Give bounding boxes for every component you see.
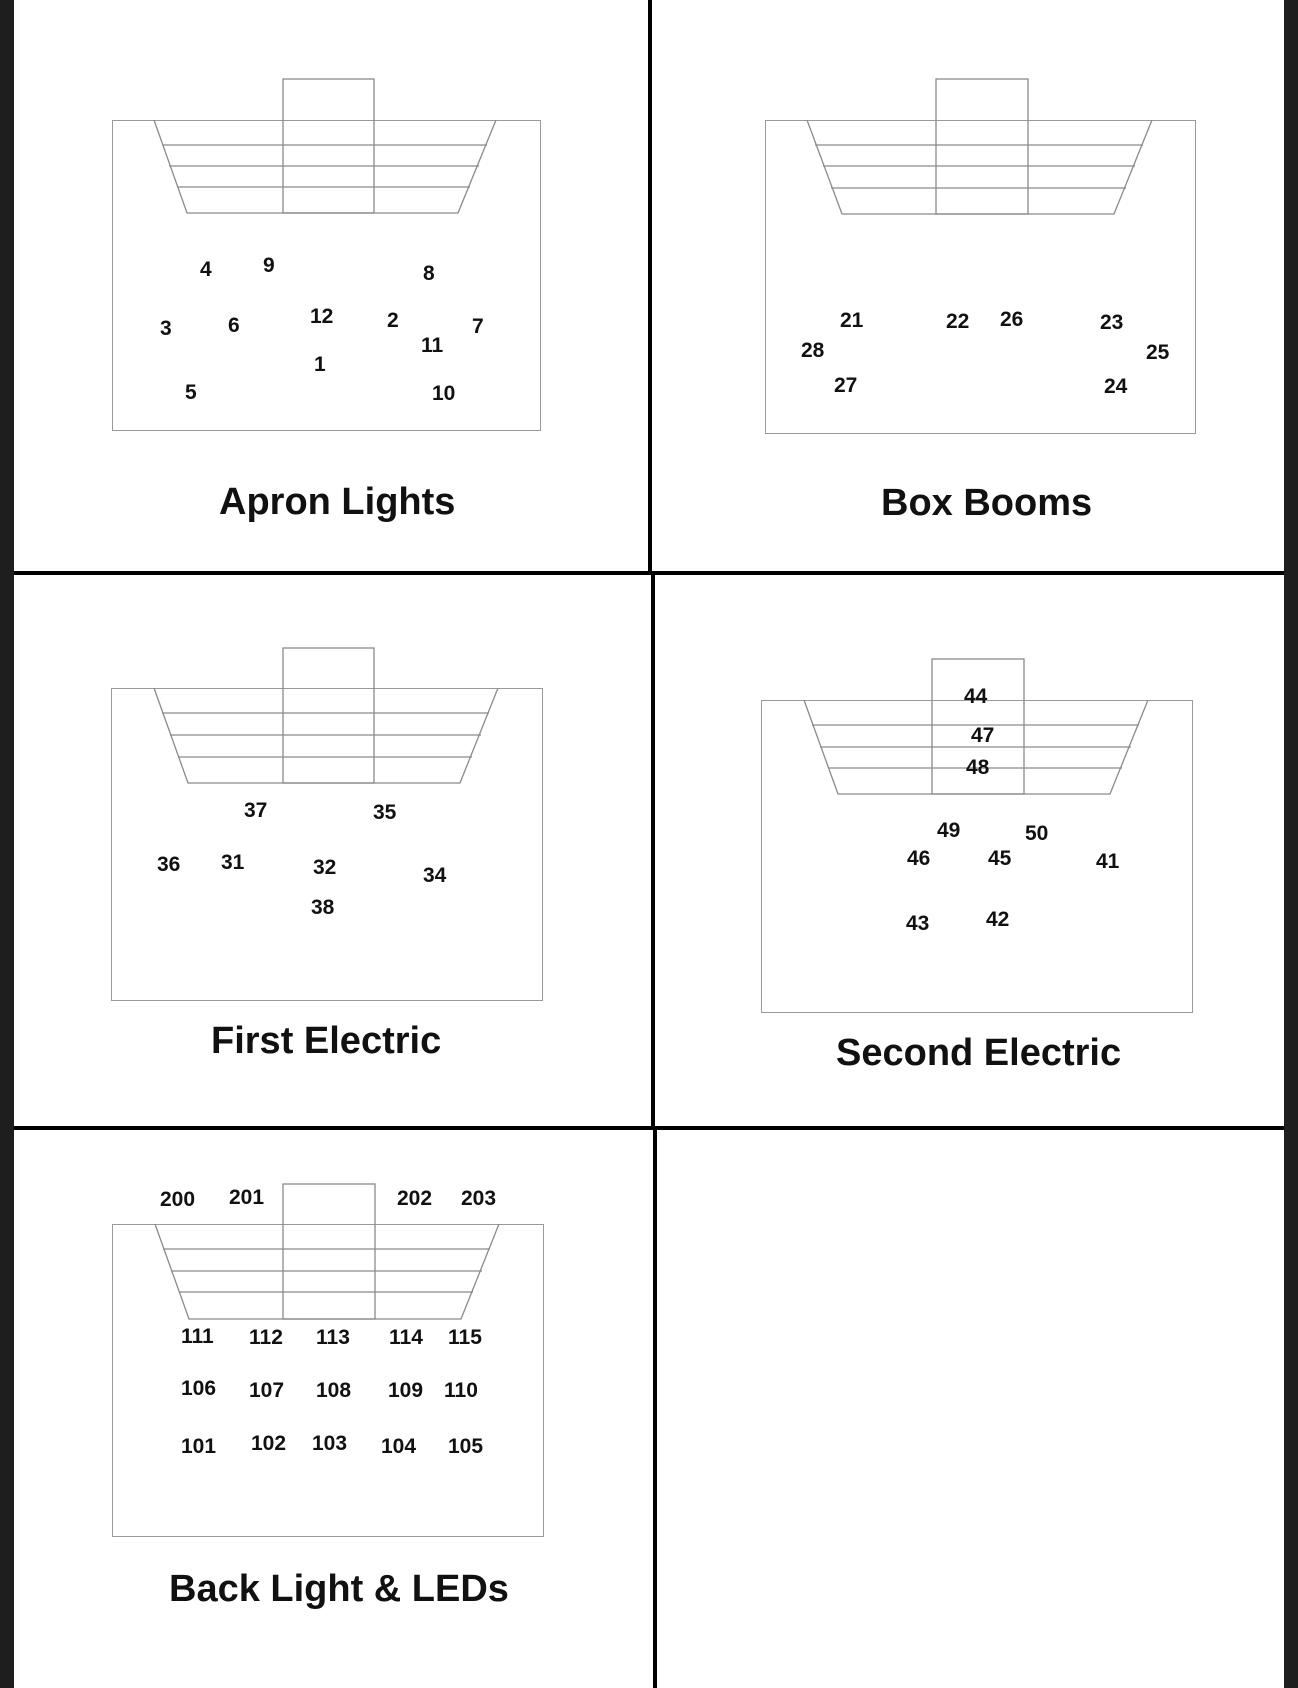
light-number: 11 xyxy=(421,334,444,357)
light-number: 201 xyxy=(229,1186,265,1209)
light-number: 115 xyxy=(448,1326,482,1349)
light-number: 42 xyxy=(986,908,1010,931)
light-number: 2 xyxy=(387,309,399,332)
horizontal-divider-1 xyxy=(14,571,1284,575)
light-number: 21 xyxy=(840,309,864,332)
light-number: 41 xyxy=(1096,850,1120,873)
light-number: 7 xyxy=(472,315,484,338)
light-number: 4 xyxy=(200,258,212,281)
light-number: 28 xyxy=(801,339,825,362)
light-number: 26 xyxy=(1000,308,1024,331)
light-number: 102 xyxy=(251,1432,287,1455)
light-number: 10 xyxy=(432,382,456,405)
panel-title: Back Light & LEDs xyxy=(169,1568,509,1610)
panel-title: Second Electric xyxy=(836,1032,1122,1074)
light-number: 200 xyxy=(160,1188,196,1211)
light-number: 22 xyxy=(946,310,970,333)
empty-panel xyxy=(657,1130,1284,1688)
light-number: 114 xyxy=(389,1326,423,1349)
light-number: 43 xyxy=(906,912,930,935)
light-number: 9 xyxy=(263,254,275,277)
light-number: 105 xyxy=(448,1435,484,1458)
panel-title: Box Booms xyxy=(881,482,1093,524)
stage-seating-diagram xyxy=(765,79,1196,219)
light-number: 12 xyxy=(310,305,334,328)
light-number: 34 xyxy=(423,864,447,887)
light-number: 38 xyxy=(311,896,335,919)
light-number: 107 xyxy=(249,1379,285,1402)
light-number: 103 xyxy=(312,1432,348,1455)
light-number: 112 xyxy=(249,1326,283,1349)
light-number: 108 xyxy=(316,1379,352,1402)
light-number: 49 xyxy=(937,819,961,842)
panel-title: First Electric xyxy=(211,1020,442,1062)
stage-seating-diagram xyxy=(111,648,543,788)
light-number: 3 xyxy=(160,317,172,340)
light-number: 27 xyxy=(834,374,858,397)
light-number: 25 xyxy=(1146,341,1170,364)
light-number: 24 xyxy=(1104,375,1128,398)
light-number: 110 xyxy=(444,1379,478,1402)
light-number: 46 xyxy=(907,847,931,870)
panel-title: Apron Lights xyxy=(219,481,456,523)
light-number: 50 xyxy=(1025,822,1049,845)
vertical-divider-middle xyxy=(651,575,655,1130)
light-number: 111 xyxy=(181,1325,214,1348)
light-number: 101 xyxy=(181,1435,217,1458)
light-number: 1 xyxy=(314,353,326,376)
light-number: 203 xyxy=(461,1187,497,1210)
light-number: 23 xyxy=(1100,311,1124,334)
stage-seating-diagram xyxy=(112,79,541,219)
light-number: 44 xyxy=(964,685,988,708)
vertical-divider-top xyxy=(648,0,652,575)
light-number: 45 xyxy=(988,847,1012,870)
light-number: 47 xyxy=(971,724,995,747)
light-number: 8 xyxy=(423,262,435,285)
light-number: 36 xyxy=(157,853,181,876)
light-number: 113 xyxy=(316,1326,350,1349)
light-number: 109 xyxy=(388,1379,424,1402)
light-number: 48 xyxy=(966,756,990,779)
light-number: 35 xyxy=(373,801,397,824)
light-number: 202 xyxy=(397,1187,433,1210)
light-number: 32 xyxy=(313,856,337,879)
light-number: 106 xyxy=(181,1377,217,1400)
light-number: 6 xyxy=(228,314,240,337)
light-number: 104 xyxy=(381,1435,417,1458)
light-number: 37 xyxy=(244,799,268,822)
light-number: 31 xyxy=(221,851,245,874)
light-number: 5 xyxy=(185,381,197,404)
